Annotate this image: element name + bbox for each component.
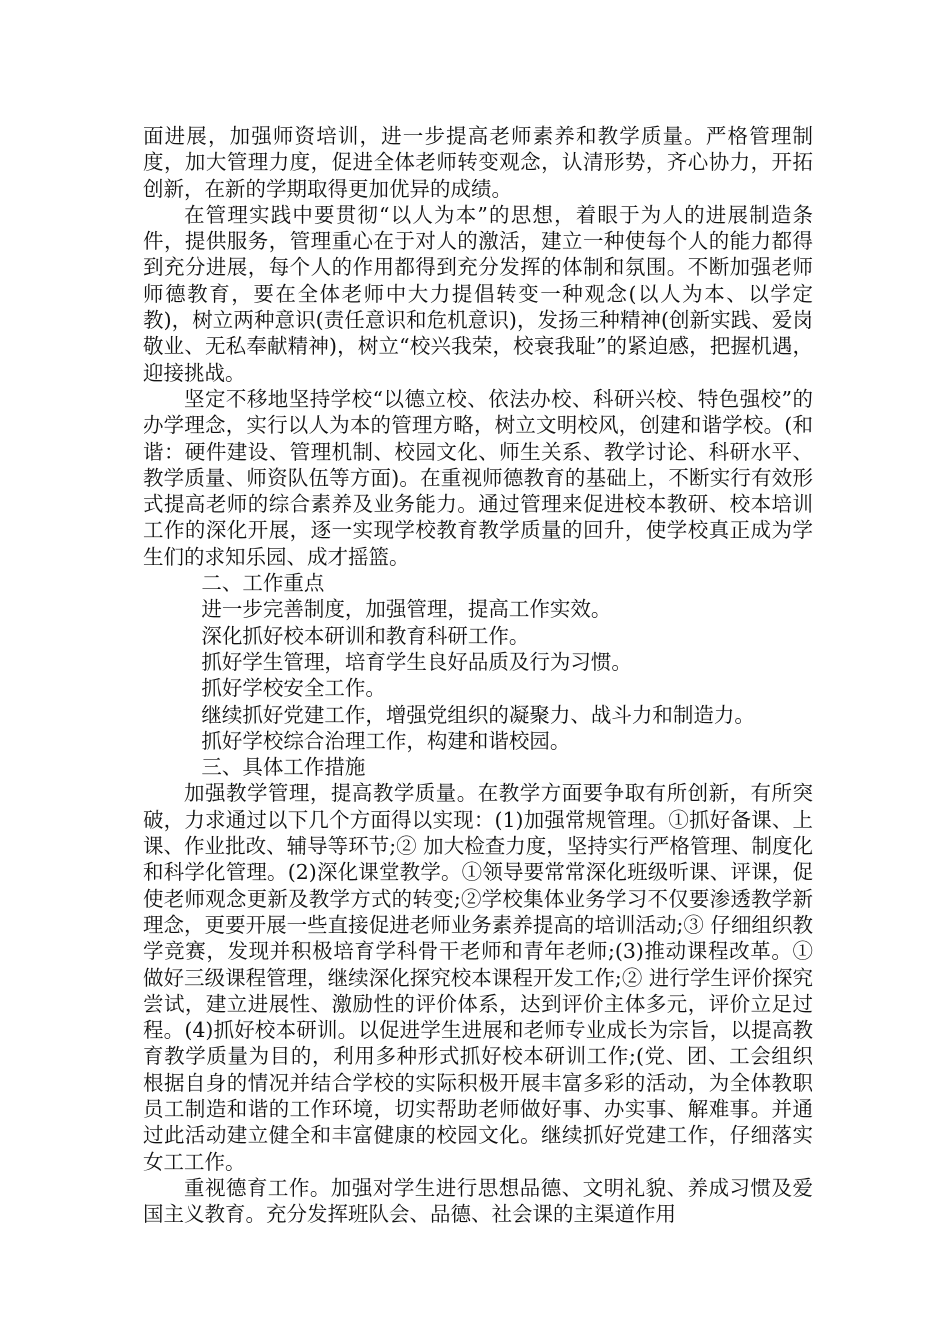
paragraph-people-oriented: 在管理实践中要贯彻“以人为本”的思想，着眼于为人的进展制造条件，提供服务，管理重心在于对人的激活，建立一种使每个人的能力都得到充分进展，每个人的作用都得到充分发挥的体制和氛围。不断加强老师师德教育，要在全体老师中大力提倡转变一种观念(以人为本、以学定教)，树立两种意识(责任意识和危机意识)，发扬三种精神(创新实践、爱岗敬业、无私奉献精神)，树立“校兴我荣，校衰我耻”的紧迫感，把握机遇，迎接挑战。 [143, 202, 813, 385]
list-item: 抓好学生管理，培育学生良好品质及行为习惯。 [201, 649, 632, 674]
list-item: 深化抓好校本研训和教育科研工作。 [201, 623, 530, 648]
section-heading-measures: 三、具体工作措施 [201, 755, 366, 780]
list-item: 进一步完善制度，加强管理，提高工作实效。 [201, 597, 612, 622]
list-item: 抓好学校综合治理工作，构建和谐校园。 [201, 728, 571, 753]
list-item: 抓好学校安全工作。 [201, 676, 386, 701]
paragraph-continuation: 面进展，加强师资培训，进一步提高老师素养和教学质量。严格管理制度，加大管理力度，促进全体老师转变观念，认清形势，齐心协力，开拓创新，在新的学期取得更加优异的成绩。 [143, 124, 813, 201]
section-heading-work-focus: 二、工作重点 [201, 571, 325, 596]
paragraph-moral-education: 重视德育工作。加强对学生进行思想品德、文明礼貌、养成习惯及爱国主义教育。充分发挥班队会、品德、社会课的主渠道作用 [143, 1175, 813, 1227]
document-body [143, 123, 813, 1227]
paragraph-teaching-management: 加强教学管理，提高教学质量。在教学方面要争取有所创新，有所突破，力求通过以下几个方面得以实现：(1)加强常规管理。①抓好备课、上课、作业批改、辅导等环节;② 加大检查力度，坚持实行严格管理、制度化和科学化管理。(2)深化课堂教学。①领导要常常深化班级听课、评课，促使老师观念更新及教学方式的转变;②学校集体业务学习不仅要渗透教学新理念，更要开展一些直接促进老师业务素养提高的培训活动;③ 仔细组织教学竞赛，发现并积极培育学科骨干老师和青年老师;(3)推动课程改革。①做好三级课程管理，继续深化探究校本课程开发工作;② 进行学生评价探究尝试，建立进展性、激励性的评价体系，达到评价主体多元，评价立足过程。(4)抓好校本研训。以促进学生进展和老师专业成长为宗旨，以提高教育教学质量为目的，利用多种形式抓好校本研训工作;(党、团、工会组织根据自身的情况并结合学校的实际积极开展丰富多彩的活动，为全体教职员工制造和谐的工作环境，切实帮助老师做好事、办实事、解难事。并通过此活动建立健全和丰富健康的校园文化。继续抓好党建工作，仔细落实女工工作。 [143, 781, 813, 1174]
list-item: 继续抓好党建工作，增强党组织的凝聚力、战斗力和制造力。 [201, 702, 755, 727]
paragraph-school-philosophy: 坚定不移地坚持学校“以德立校、依法办校、科研兴校、特色强校”的办学理念，实行以人为本的管理方略，树立文明校风，创建和谐学校。(和谐：硬件建设、管理机制、校园文化、师生关系、教学讨论、科研水平、教学质量、师资队伍等方面)。在重视师德教育的基础上，不断实行有效形式提高老师的综合素养及业务能力。通过管理来促进校本教研、校本培训工作的深化开展，逐一实现学校教育教学质量的回升，使学校真正成为学生们的求知乐园、成才摇篮。 [143, 386, 813, 569]
